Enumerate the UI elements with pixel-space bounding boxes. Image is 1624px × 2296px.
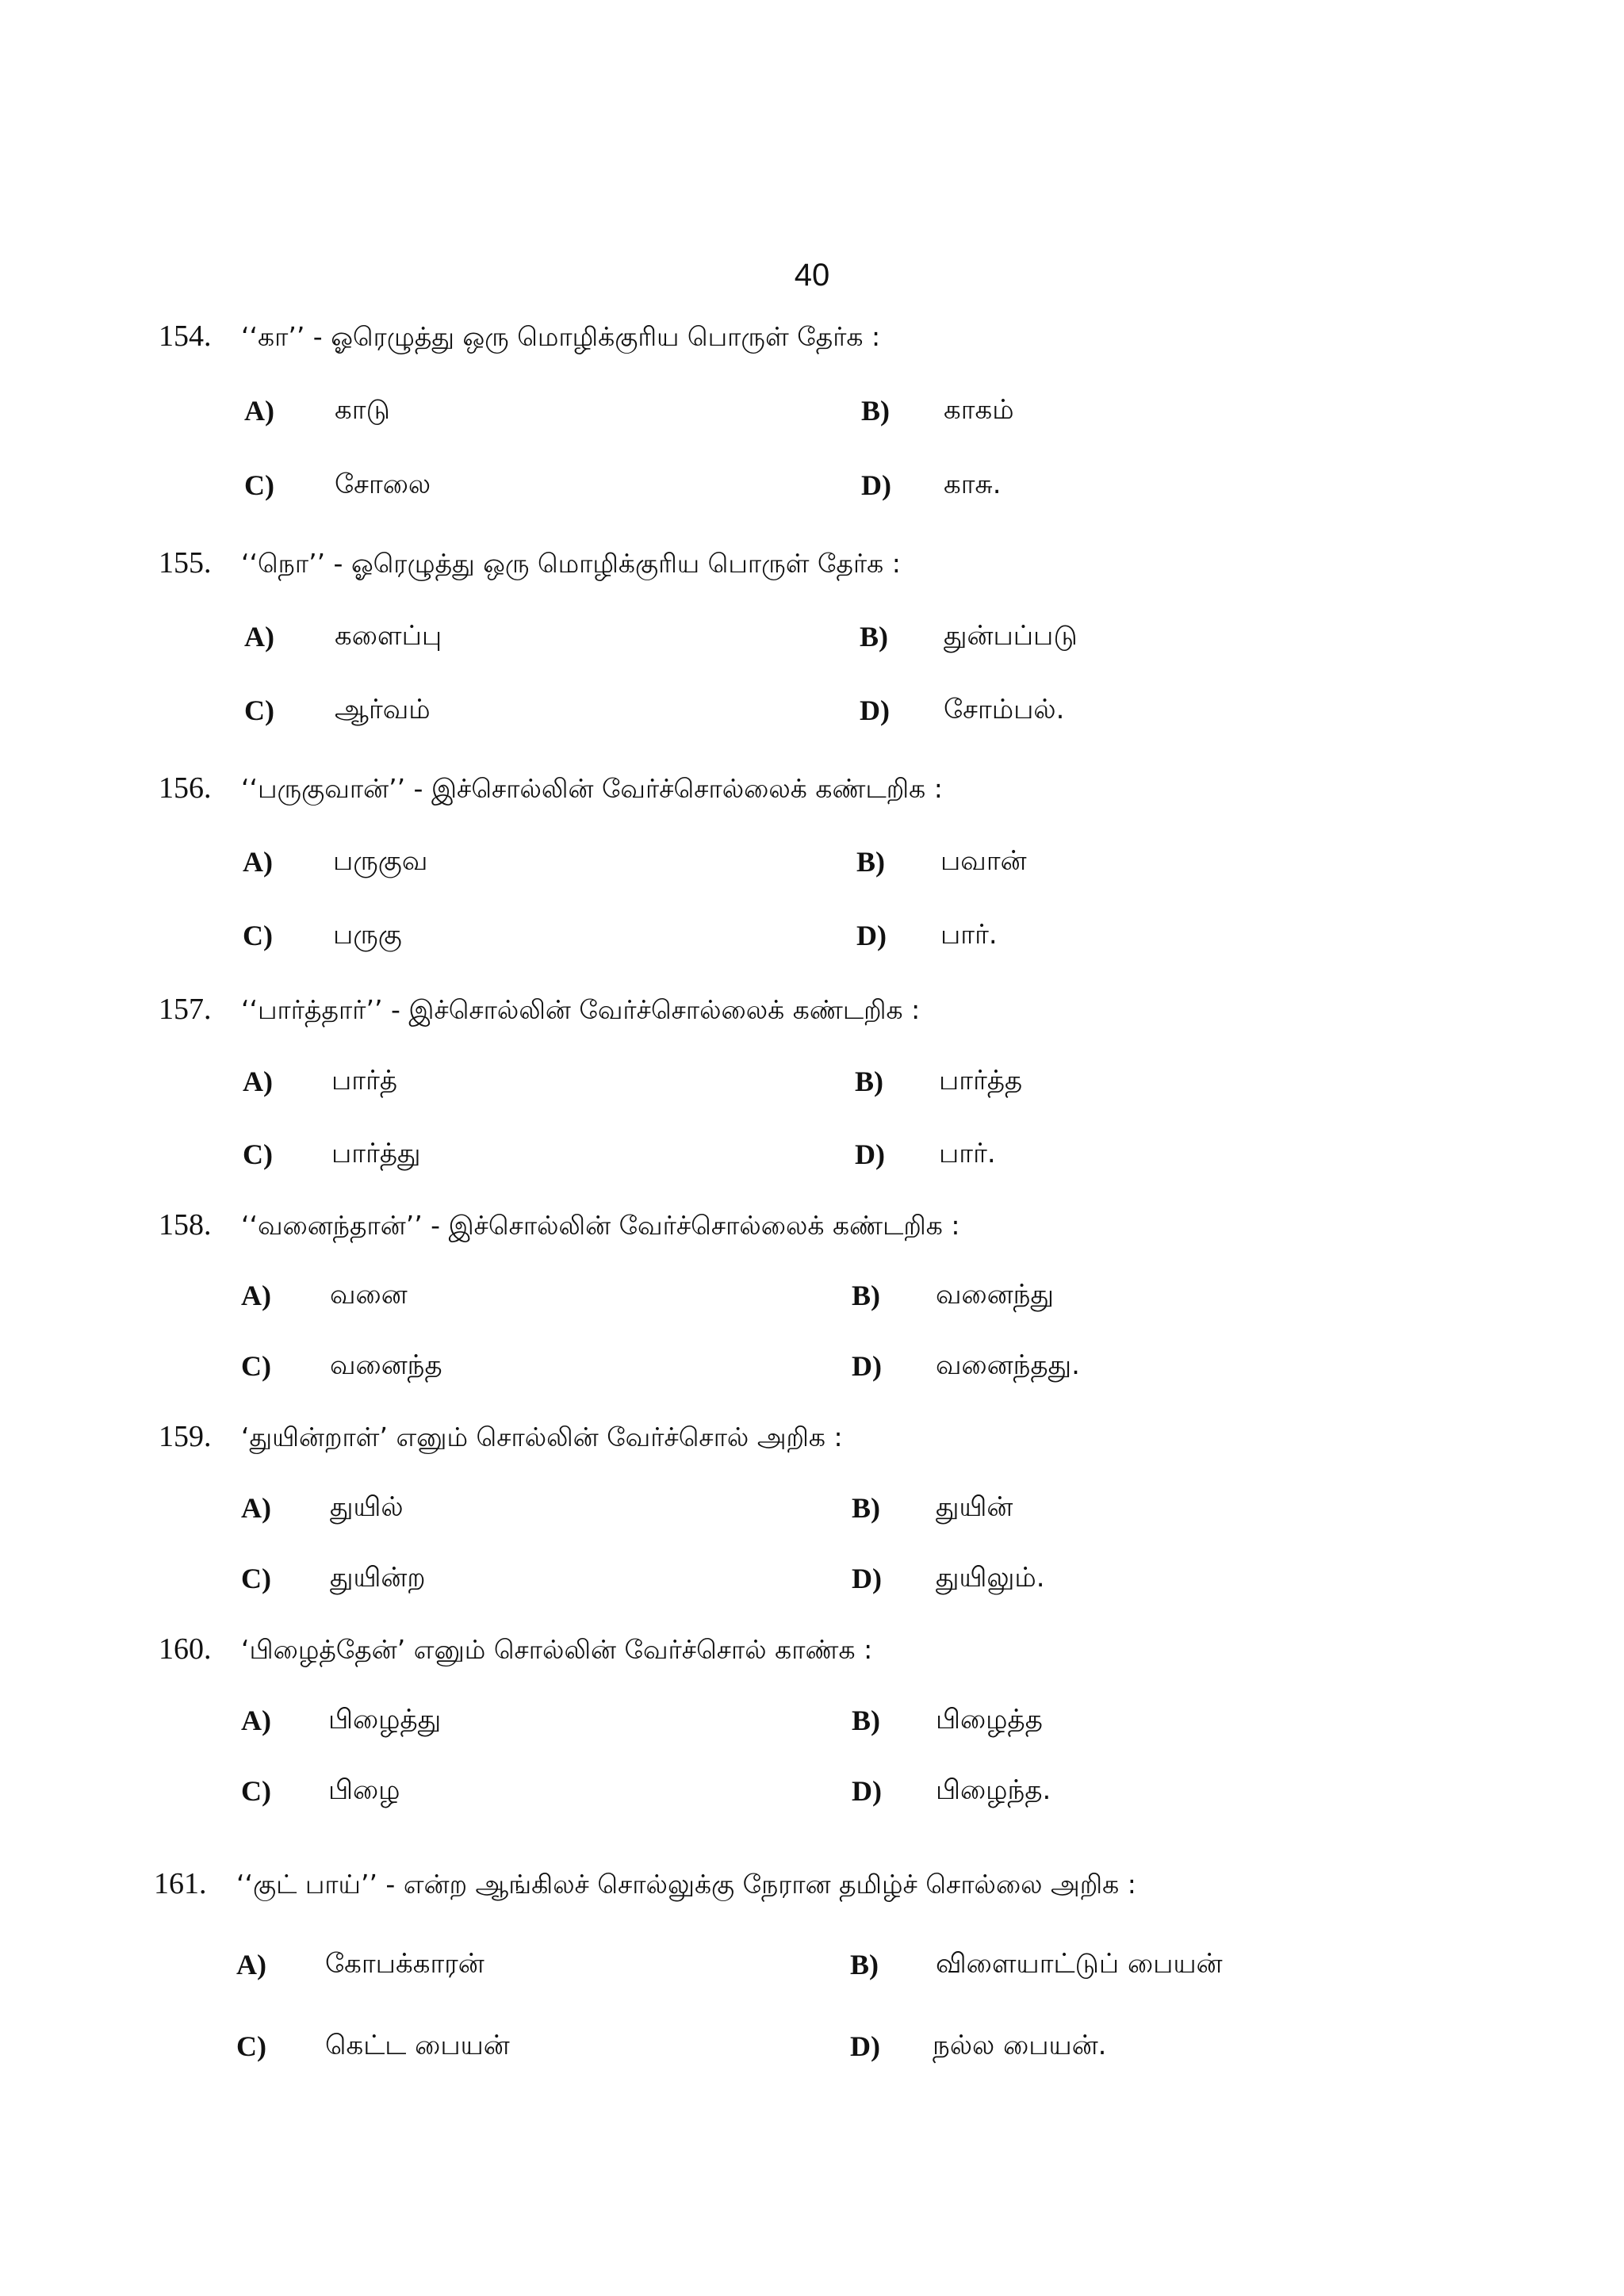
- options-row: [0, 469, 1624, 508]
- option-letter: B): [850, 1949, 879, 1980]
- options-row: [0, 1138, 1624, 1177]
- option-text: துயிலும்.: [936, 1562, 1045, 1594]
- option-text: பிழை: [328, 1774, 400, 1806]
- option-text: பார்.: [939, 1138, 996, 1169]
- option-letter: B): [861, 395, 890, 427]
- question-number: 157.: [159, 993, 212, 1026]
- option-letter: D): [860, 695, 890, 726]
- question-number: 156.: [159, 771, 212, 805]
- option-letter: D): [852, 1350, 882, 1382]
- option-letter: A): [243, 846, 273, 878]
- question-160: [159, 1632, 872, 1669]
- question-161: [154, 1866, 1136, 1904]
- page-number: 40: [794, 258, 830, 293]
- question-159: [159, 1419, 843, 1456]
- option-letter: B): [852, 1705, 880, 1736]
- option-text: பிழைத்து: [328, 1704, 442, 1735]
- question-number: 161.: [154, 1867, 207, 1900]
- option-text: கெட்ட பையன்: [325, 2030, 510, 2061]
- options-row: [0, 2030, 1624, 2069]
- question-number: 154.: [159, 320, 212, 353]
- question-157: [159, 992, 920, 1029]
- option-text: வனை: [330, 1279, 408, 1311]
- question-text: ‘‘நொ’’ - ஓரெழுத்து ஒரு மொழிக்குரிய பொருள் தேர்க :: [241, 548, 901, 579]
- option-letter: A): [241, 1705, 271, 1736]
- options-row: [0, 919, 1624, 959]
- option-letter: C): [243, 1138, 273, 1170]
- options-row: [0, 1948, 1624, 1988]
- options-row: [0, 1279, 1624, 1318]
- options-row: [0, 1774, 1624, 1814]
- option-text: வனைந்தது.: [936, 1349, 1080, 1381]
- option-letter: B): [855, 1066, 883, 1097]
- option-letter: A): [241, 1280, 271, 1311]
- question-156: [159, 771, 943, 808]
- question-text: ‘துயின்றாள்’ எனும் சொல்லின் வேர்ச்சொல் அறிக :: [241, 1422, 843, 1452]
- question-number: 155.: [159, 546, 212, 580]
- options-row: [0, 1562, 1624, 1601]
- option-letter: B): [852, 1492, 880, 1524]
- option-letter: A): [243, 1066, 273, 1097]
- options-row: [0, 1704, 1624, 1743]
- question-number: 158.: [159, 1208, 212, 1242]
- options-row: [0, 1491, 1624, 1531]
- option-letter: A): [236, 1949, 266, 1980]
- option-text: பவான்: [940, 845, 1027, 877]
- question-text: ‘‘பார்த்தார்’’ - இச்சொல்லின் வேர்ச்சொல்லைக் கண்டறிக :: [241, 994, 921, 1025]
- option-letter: D): [855, 1138, 885, 1170]
- question-text: ‘‘குட் பாய்’’ - என்ற ஆங்கிலச் சொல்லுக்கு நேரான தமிழ்ச் சொல்லை அறிக :: [236, 1869, 1136, 1900]
- option-text: துயின்ற: [330, 1562, 426, 1594]
- option-letter: D): [852, 1563, 882, 1594]
- option-letter: C): [241, 1563, 271, 1594]
- options-row: [0, 694, 1624, 733]
- option-text: பருகு: [333, 919, 402, 951]
- question-154: [159, 319, 880, 356]
- option-text: சோம்பல்.: [944, 694, 1065, 725]
- option-text: பருகுவ: [333, 845, 428, 877]
- option-text: பார்த்: [331, 1065, 397, 1096]
- question-155: [159, 545, 901, 583]
- option-letter: B): [860, 621, 888, 652]
- option-text: துயில்: [330, 1491, 404, 1523]
- option-text: துயின்: [936, 1491, 1013, 1523]
- option-letter: B): [852, 1280, 880, 1311]
- option-text: துன்பப்படு: [944, 620, 1078, 652]
- option-text: வனைந்த: [330, 1349, 442, 1381]
- option-letter: D): [861, 469, 891, 501]
- option-letter: D): [856, 920, 887, 951]
- option-text: நல்ல பையன்.: [933, 2030, 1107, 2061]
- options-row: [0, 1349, 1624, 1389]
- option-letter: C): [236, 2030, 266, 2062]
- option-text: வனைந்து: [936, 1279, 1054, 1311]
- option-letter: C): [244, 695, 274, 726]
- option-letter: A): [244, 621, 274, 652]
- option-letter: D): [852, 1775, 882, 1807]
- option-text: காடு: [335, 394, 390, 426]
- options-row: [0, 394, 1624, 434]
- option-text: பார்த்த: [939, 1065, 1023, 1096]
- question-text: ‘‘பருகுவான்’’ - இச்சொல்லின் வேர்ச்சொல்லைக் கண்டறிக :: [241, 773, 943, 804]
- option-text: விளையாட்டுப் பையன்: [936, 1948, 1223, 1980]
- options-row: [0, 620, 1624, 660]
- option-letter: D): [850, 2030, 880, 2062]
- option-text: பிழைத்த: [936, 1704, 1043, 1735]
- question-158: [159, 1207, 959, 1245]
- option-letter: C): [241, 1775, 271, 1807]
- question-text: ‘பிழைத்தேன்’ எனும் சொல்லின் வேர்ச்சொல் காண்க :: [241, 1634, 873, 1665]
- option-letter: C): [244, 469, 274, 501]
- option-text: கோபக்காரன்: [325, 1948, 485, 1980]
- option-text: பிழைந்த.: [936, 1774, 1051, 1806]
- option-text: ஆர்வம்: [335, 694, 431, 725]
- option-letter: A): [244, 395, 274, 427]
- question-text: ‘‘வனைந்தான்’’ - இச்சொல்லின் வேர்ச்சொல்லைக் கண்டறிக :: [241, 1210, 960, 1241]
- option-text: பார்.: [940, 919, 998, 951]
- option-letter: B): [856, 846, 885, 878]
- option-letter: C): [243, 920, 273, 951]
- option-text: காகம்: [944, 394, 1014, 426]
- question-number: 159.: [159, 1420, 212, 1453]
- option-letter: C): [241, 1350, 271, 1382]
- question-number: 160.: [159, 1632, 212, 1666]
- question-text: ‘‘கா’’ - ஓரெழுத்து ஒரு மொழிக்குரிய பொருள் தேர்க :: [241, 321, 881, 352]
- option-text: காசு.: [944, 469, 1002, 500]
- option-letter: A): [241, 1492, 271, 1524]
- options-row: [0, 845, 1624, 885]
- option-text: களைப்பு: [335, 620, 442, 652]
- option-text: பார்த்து: [331, 1138, 421, 1169]
- option-text: சோலை: [335, 469, 431, 500]
- options-row: [0, 1065, 1624, 1104]
